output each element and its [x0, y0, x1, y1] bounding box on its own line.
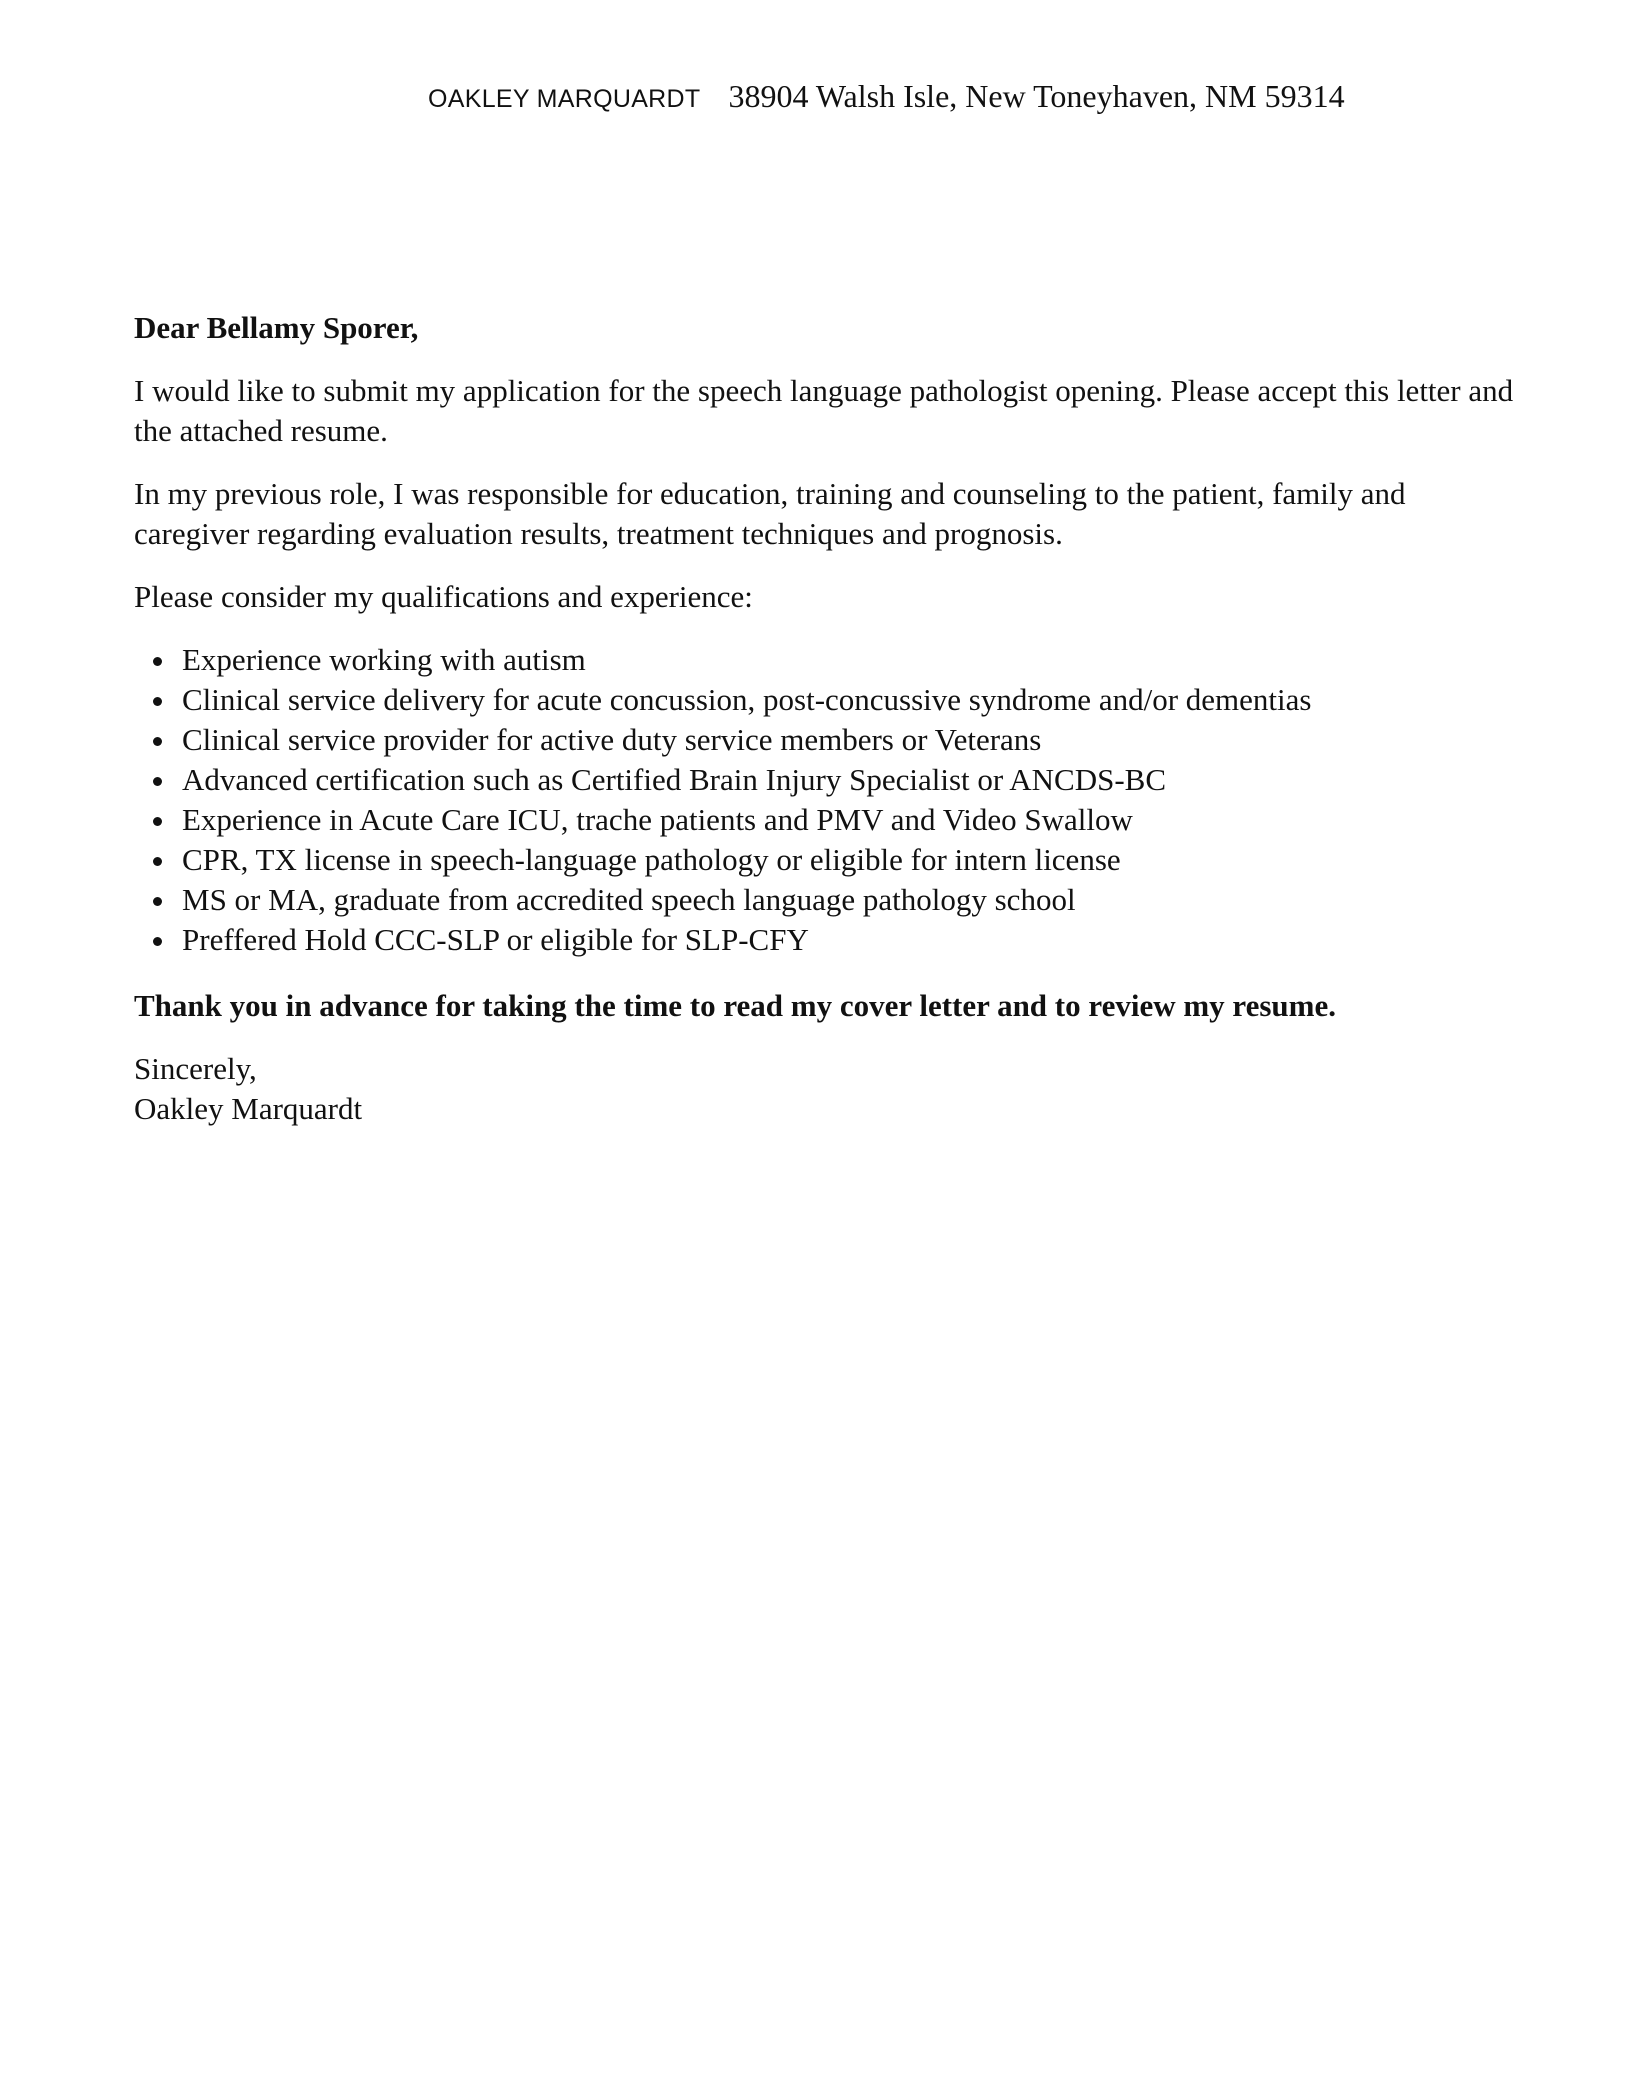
bullet-icon	[153, 897, 162, 906]
bullet-icon	[153, 777, 162, 786]
list-item	[134, 640, 1514, 680]
closing-statement: Thank you in advance for taking the time to read my cover letter and to review my resume.	[134, 988, 1337, 1023]
bullet-icon	[153, 817, 162, 826]
sender-address: 38904 Walsh Isle, New Toneyhaven, NM 59314	[728, 78, 1345, 114]
list-item	[134, 680, 1514, 720]
list-item-text: Experience in Acute Care ICU, trache patients and PMV and Video Swallow	[182, 802, 1133, 837]
list-item-text: Advanced certification such as Certified Brain Injury Specialist or ANCDS-BC	[182, 762, 1167, 797]
list-item	[134, 920, 1514, 960]
qualifications-intro: Please consider my qualifications and experience:	[134, 579, 753, 614]
list-item	[134, 880, 1514, 920]
salutation: Dear Bellamy Sporer,	[134, 310, 419, 345]
list-item	[134, 840, 1514, 880]
list-item-text: Clinical service delivery for acute concussion, post-concussive syndrome and/or dementias	[182, 682, 1312, 717]
intro-paragraph: I would like to submit my application for the speech language pathologist opening. Please accept this letter and the attached resume.	[134, 373, 1514, 448]
bullet-icon	[153, 857, 162, 866]
bullet-icon	[153, 657, 162, 666]
list-item-text: Clinical service provider for active duty service members or Veterans	[182, 722, 1042, 757]
list-item	[134, 760, 1514, 800]
letterhead	[428, 78, 1528, 115]
list-item-text: MS or MA, graduate from accredited speech language pathology school	[182, 882, 1076, 917]
bullet-icon	[153, 737, 162, 746]
list-item	[134, 720, 1514, 760]
list-item-text: Experience working with autism	[182, 642, 586, 677]
letter-body	[134, 308, 1514, 1129]
bullet-icon	[153, 937, 162, 946]
bullet-icon	[153, 697, 162, 706]
list-item	[134, 800, 1514, 840]
sender-name: OAKLEY MARQUARDT	[428, 85, 701, 113]
list-item-text: CPR, TX license in speech-language pathology or eligible for intern license	[182, 842, 1121, 877]
signoff: Sincerely,	[134, 1051, 257, 1086]
qualifications-list	[134, 640, 1514, 960]
experience-paragraph: In my previous role, I was responsible for education, training and counseling to the patient, family and caregiver regarding evaluation results, treatment techniques and prognosis.	[134, 476, 1406, 551]
signature-name: Oakley Marquardt	[134, 1091, 363, 1126]
list-item-text: Preffered Hold CCC-SLP or eligible for SLP-CFY	[182, 922, 809, 957]
